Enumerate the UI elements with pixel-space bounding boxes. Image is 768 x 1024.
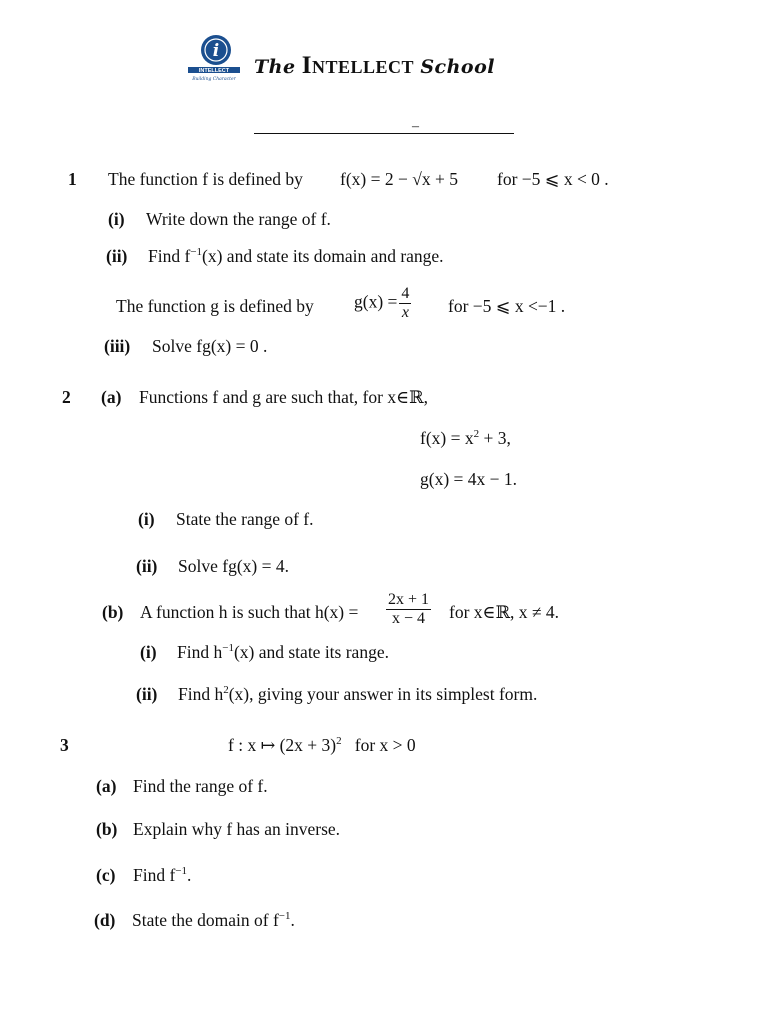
q1-i-text: Write down the range of f. xyxy=(146,209,331,229)
school-logo xyxy=(186,34,242,84)
q3-c-label: (c) xyxy=(96,865,116,885)
q2-a-text: Functions f and g are such that, for x∈ℝ, xyxy=(139,387,428,407)
q2-bii-text: Find $h^2(x)$, giving your answer in its simplest form. xyxy=(178,684,538,704)
svg-text:i: i xyxy=(212,41,220,61)
q2-bi-text: Find $h^{-1}(x)$ and state its range. xyxy=(177,642,389,662)
q2-number: 2 xyxy=(62,387,71,407)
q2-bii-label: (ii) xyxy=(136,684,158,704)
q3-b-label: (b) xyxy=(96,819,118,839)
q3-a-label: (a) xyxy=(96,776,117,796)
school-name-suffix: School xyxy=(420,56,495,78)
q1-iii-text: Solve fg(x) = 0 . xyxy=(152,336,268,356)
q1-ii-text: Find $f^{-1}(x)$ and state its domain and range. xyxy=(148,246,444,266)
q2-b-label: (b) xyxy=(102,602,124,622)
svg-text:INTELLECT: INTELLECT xyxy=(198,68,230,74)
q1-g-stem: The function g is defined by xyxy=(116,296,314,316)
q1-stem: The function f is defined by xyxy=(108,169,303,189)
q2-f-definition: $f(x) = x^2 + 3$, xyxy=(420,428,511,448)
q2-a-label: (a) xyxy=(101,387,122,407)
svg-text:Building Character: Building Character xyxy=(192,77,236,82)
school-name-prefix: The xyxy=(254,56,296,78)
q2-ai-text: State the range of f. xyxy=(176,509,314,529)
q2-h-fraction: $\frac{2x + 1}{x - 4}$ xyxy=(388,591,430,627)
q3-d-label: (d) xyxy=(94,910,116,930)
q1-g-definition: g(x) = $\frac{4}{x}$ xyxy=(354,285,410,321)
q2-g-definition: g(x) = 4x − 1. xyxy=(420,469,518,489)
q2-aii-label: (ii) xyxy=(136,556,158,576)
q2-b-text: A function h is such that h(x) = xyxy=(140,602,359,622)
q1-number: 1 xyxy=(68,169,77,189)
title-dash: – xyxy=(412,119,419,134)
q3-f-definition: f : x ↦ $(2x + 3)^2$ for x > 0 xyxy=(228,735,416,755)
q3-d-text: State the domain of $f^{-1}$. xyxy=(132,910,295,930)
q1-g-domain: for −5 ⩽ x <−1 . xyxy=(448,296,566,316)
school-name-main: Intellect xyxy=(301,52,415,79)
q1-iii-label: (iii) xyxy=(104,336,131,356)
q1-i-label: (i) xyxy=(108,209,125,229)
q1-f-domain: for −5 ⩽ x < 0 . xyxy=(497,169,609,189)
q3-number: 3 xyxy=(60,735,69,755)
q2-ai-label: (i) xyxy=(138,509,155,529)
title-underline xyxy=(254,133,514,134)
q3-a-text: Find the range of f. xyxy=(133,776,268,796)
q2-bi-label: (i) xyxy=(140,642,157,662)
q2-aii-text: Solve fg(x) = 4. xyxy=(178,556,289,576)
q1-f-definition: f(x) = 2 − √x + 5 xyxy=(340,169,458,189)
school-name xyxy=(254,52,495,80)
q2-b-domain: for x∈ℝ, x ≠ 4. xyxy=(449,602,560,622)
q3-c-text: Find $f^{-1}$. xyxy=(133,865,192,885)
q3-b-text: Explain why f has an inverse. xyxy=(133,819,341,839)
q1-ii-label: (ii) xyxy=(106,246,128,266)
